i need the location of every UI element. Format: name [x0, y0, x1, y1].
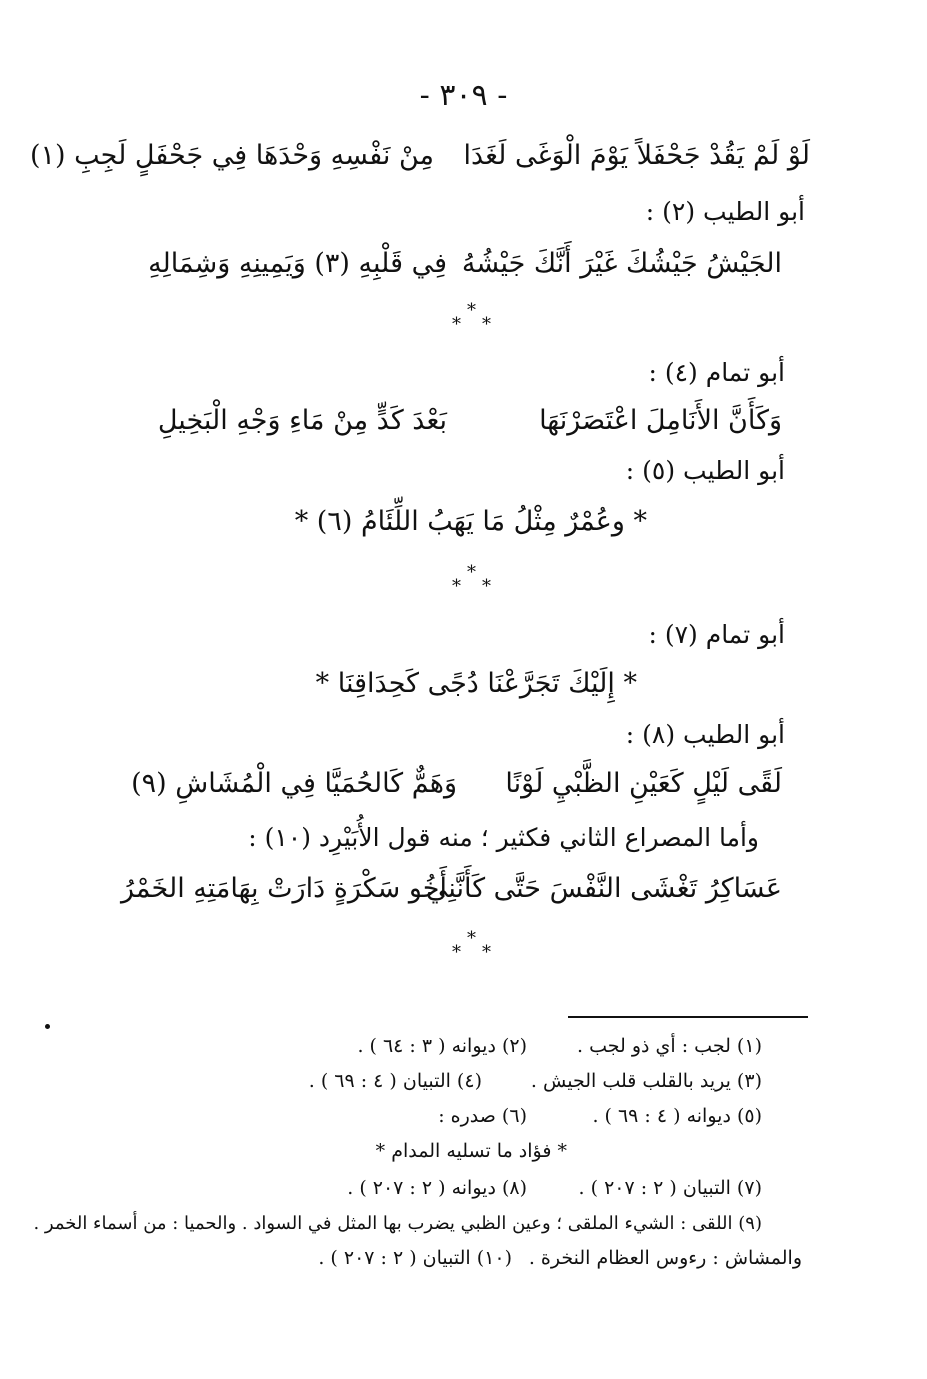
footnote-separator [568, 1016, 808, 1018]
section-divider-stars [440, 300, 510, 344]
poet-heading-1: أبو الطيب (٢) : [645, 197, 805, 226]
prose-line: وأما المصراع الثاني فكثير ؛ منه قول الأُبَيْرِد (١٠) : [248, 823, 759, 852]
verse-3-second-hemistich: بَعْدَ كَدٍّ مِنْ مَاءِ وَجْهِ الْبَخِيلِ [157, 405, 447, 436]
page-number: - ٣٠٩ - [419, 78, 508, 113]
star-mark: * [452, 942, 461, 963]
star-mark: * [452, 576, 461, 597]
star-mark: * [482, 314, 491, 335]
footnote-8: (٨) ديوانه ( ٢ : ٢٠٧ ) . [347, 1177, 527, 1199]
verse-2-second-hemistich: فِي قَلْبِهِ (٣) وَيَمِينِهِ وَشِمَالِهِ [148, 248, 447, 279]
poet-heading-2: أبو تمام (٤) : [648, 358, 785, 387]
footnote-7: (٧) التبيان ( ٢ : ٢٠٧ ) . [578, 1177, 762, 1199]
star-mark: * [467, 562, 476, 583]
verse-5-first-hemistich: عَسَاكِرُ تَغْشَى النَّفْسَ حَتَّى كَأَنَّنِي [425, 873, 782, 904]
star-mark: * [482, 576, 491, 597]
verse-5-second-hemistich: أَخُو سَكْرَةٍ دَارَتْ بِهَامَتِهِ الخَمْرُ [121, 873, 447, 904]
verse-1-first-hemistich: لَوْ لَمْ يَقُدْ جَحْفَلاً يَوْمَ الْوَغَى لَغَدَا [463, 140, 810, 171]
footnote-6: (٦) صدره : [438, 1105, 527, 1127]
poet-heading-5: أبو الطيب (٨) : [625, 720, 785, 749]
star-mark: * [482, 942, 491, 963]
footnote-2: (٢) ديوانه ( ٣ : ٦٤ ) . [357, 1035, 527, 1057]
footnote-10: (١٠) التبيان ( ٢ : ٢٠٧ ) . [318, 1247, 512, 1269]
verse-1-second-hemistich: مِنْ نَفْسِهِ وَحْدَهَا فِي جَحْفَلٍ لَجِبِ (١) [29, 140, 434, 171]
footnote-1: (١) لجب : أي ذو لجب . [577, 1035, 762, 1057]
poet-heading-4: أبو تمام (٧) : [648, 620, 785, 649]
star-mark: * [467, 928, 476, 949]
star-mark: * [452, 314, 461, 335]
verse-3-first-hemistich: وَكَأَنَّ الأَنَامِلَ اعْتَصَرْنَهَا [539, 405, 782, 436]
footnote-3: (٣) يريد بالقلب قلب الجيش . [530, 1070, 762, 1092]
verse-2-first-hemistich: الجَيْشُ جَيْشُكَ غَيْرَ أَنَّكَ جَيْشُهُ [461, 248, 782, 279]
verse-4-first-hemistich: لَقًى لَيْلٍ كَعَيْنِ الظَّبْيِ لَوْنًا [505, 768, 782, 799]
single-hemistich-1: * وعُمْرٌ مِثْلُ مَا يَهَبُ اللِّئَامُ (٦) * [294, 506, 647, 537]
verse-4-second-hemistich: وَهَمٌّ كَالحُمَيَّا فِي الْمُشَاشِ (٩) [131, 768, 457, 799]
footnote-5: (٥) ديوانه ( ٤ : ٦٩ ) . [592, 1105, 762, 1127]
footnote-4: (٤) التبيان ( ٤ : ٦٩ ) . [308, 1070, 482, 1092]
section-divider-stars [440, 928, 510, 972]
page-speck [45, 1024, 50, 1029]
star-mark: * [467, 300, 476, 321]
footnote-9: (٩) اللقى : الشيء الملقى ؛ وعين الظبي يضرب بها المثل في السواد . والحميا : من أسماء الخمر . [33, 1213, 762, 1234]
poet-heading-3: أبو الطيب (٥) : [625, 456, 785, 485]
footnote-9-continued: والمشاش : رءوس العظام النخرة . [528, 1247, 802, 1269]
section-divider-stars [440, 562, 510, 606]
footnote-6-verse: * فؤاد ما تسليه المدام * [375, 1140, 567, 1162]
single-hemistich-2: * إِلَيْكَ تَجَرَّعْنَا دُجًى كَحِدَاقِنَا * [315, 668, 637, 699]
